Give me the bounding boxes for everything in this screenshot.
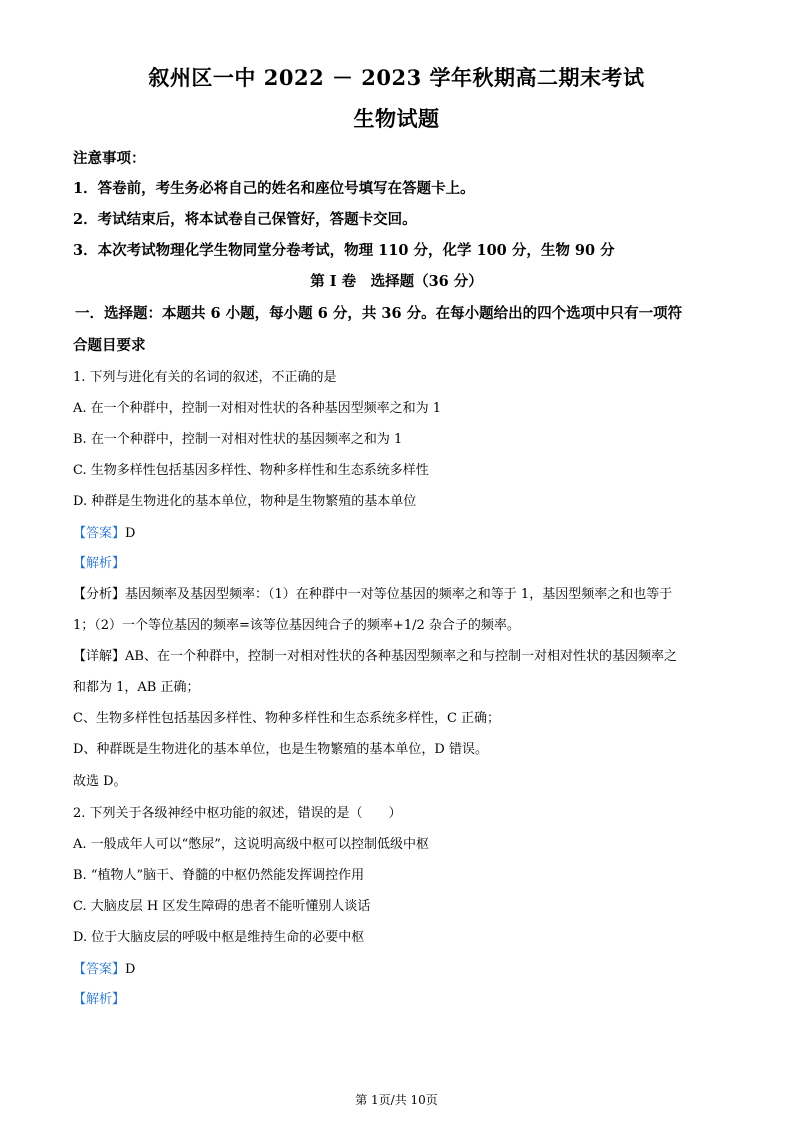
notice-item-3: 3．本次考试物理化学生物同堂分卷考试，物理 110 分，化学 100 分，生物 90 分 [73, 242, 615, 259]
question-1-xiangjie-line-1 [73, 649, 733, 665]
notice-heading: 注意事项： [73, 150, 146, 167]
document-title: 叙州区一中 2022 － 2023 学年秋期高二期末考试 [148, 65, 645, 90]
question-2-option-c: C. 大脑皮层 H 区发生障碍的患者不能听懂别人谈话 [73, 899, 371, 914]
question-2-analysis-tag: 【解析】 [73, 992, 126, 1007]
fenxi-text: 基因频率及基因型频率：（1）在种群中一对等位基因的频率之和等于 1，基因型频率之和也等于 [125, 587, 673, 602]
notice-item-1: 1．答卷前，考生务必将自己的姓名和座位号填写在答题卡上。 [73, 180, 475, 197]
question-1-conclusion: 故选 D。 [73, 774, 127, 789]
question-1-option-b: B. 在一个种群中，控制一对相对性状的基因频率之和为 1 [73, 432, 403, 447]
answer-value: D [125, 962, 136, 977]
question-2-option-d: D. 位于大脑皮层的呼吸中枢是维持生命的必要中枢 [73, 930, 365, 945]
question-1-option-c: C. 生物多样性包括基因多样性、物种多样性和生态系统多样性 [73, 463, 429, 478]
question-1-xiangjie-line-4: D、种群既是生物进化的基本单位，也是生物繁殖的基本单位，D 错误。 [73, 742, 488, 757]
answer-tag: 【答案】 [73, 962, 126, 977]
question-2-option-a: A. 一般成年人可以“憋尿”，这说明高级中枢可以控制低级中枢 [73, 837, 429, 852]
section-title: 第 Ⅰ 卷 选择题（36 分） [310, 273, 483, 290]
question-1-xiangjie-line-3: C、生物多样性包括基因多样性、物种多样性和生态系统多样性，C 正确； [73, 711, 501, 726]
section-instruction-line-1: 一．选择题：本题共 6 小题，每小题 6 分，共 36 分。在每小题给出的四个选项中只有一项符 [75, 305, 683, 322]
question-1-xiangjie-line-2: 和都为 1，AB 正确； [73, 680, 200, 695]
xiangjie-text: AB、在一个种群中，控制一对相对性状的各种基因型频率之和与控制一对相对性状的基因频率之 [125, 649, 677, 664]
question-1-answer [73, 526, 733, 542]
question-2-option-b: B. “植物人”脑干、脊髓的中枢仍然能发挥调控作用 [73, 868, 365, 883]
section-instruction-line-2: 合题目要求 [73, 337, 146, 354]
question-2-stem: 2. 下列关于各级神经中枢功能的叙述，错误的是（ ） [73, 806, 402, 821]
page-footer: 第 1页/共 10页 [355, 1093, 438, 1107]
question-1-stem: 1. 下列与进化有关的名词的叙述，不正确的是 [73, 370, 337, 385]
notice-item-2: 2．考试结束后，将本试卷自己保管好，答题卡交回。 [73, 211, 417, 228]
question-1-option-a: A. 在一个种群中，控制一对相对性状的各种基因型频率之和为 1 [73, 401, 442, 416]
answer-value: D [125, 526, 136, 541]
answer-tag: 【答案】 [73, 526, 126, 541]
question-1-analysis-tag: 【解析】 [73, 556, 126, 571]
xiangjie-tag: 【详解】 [73, 649, 126, 664]
document-subtitle: 生物试题 [353, 106, 440, 131]
question-1-option-d: D. 种群是生物进化的基本单位，物种是生物繁殖的基本单位 [73, 494, 417, 509]
fenxi-tag: 【分析】 [73, 587, 126, 602]
question-1-fenxi-line-1 [73, 587, 733, 603]
question-1-fenxi-line-2: 1；（2）一个等位基因的频率=该等位基因纯合子的频率+1/2 杂合子的频率。 [73, 618, 520, 633]
question-2-answer [73, 962, 733, 978]
